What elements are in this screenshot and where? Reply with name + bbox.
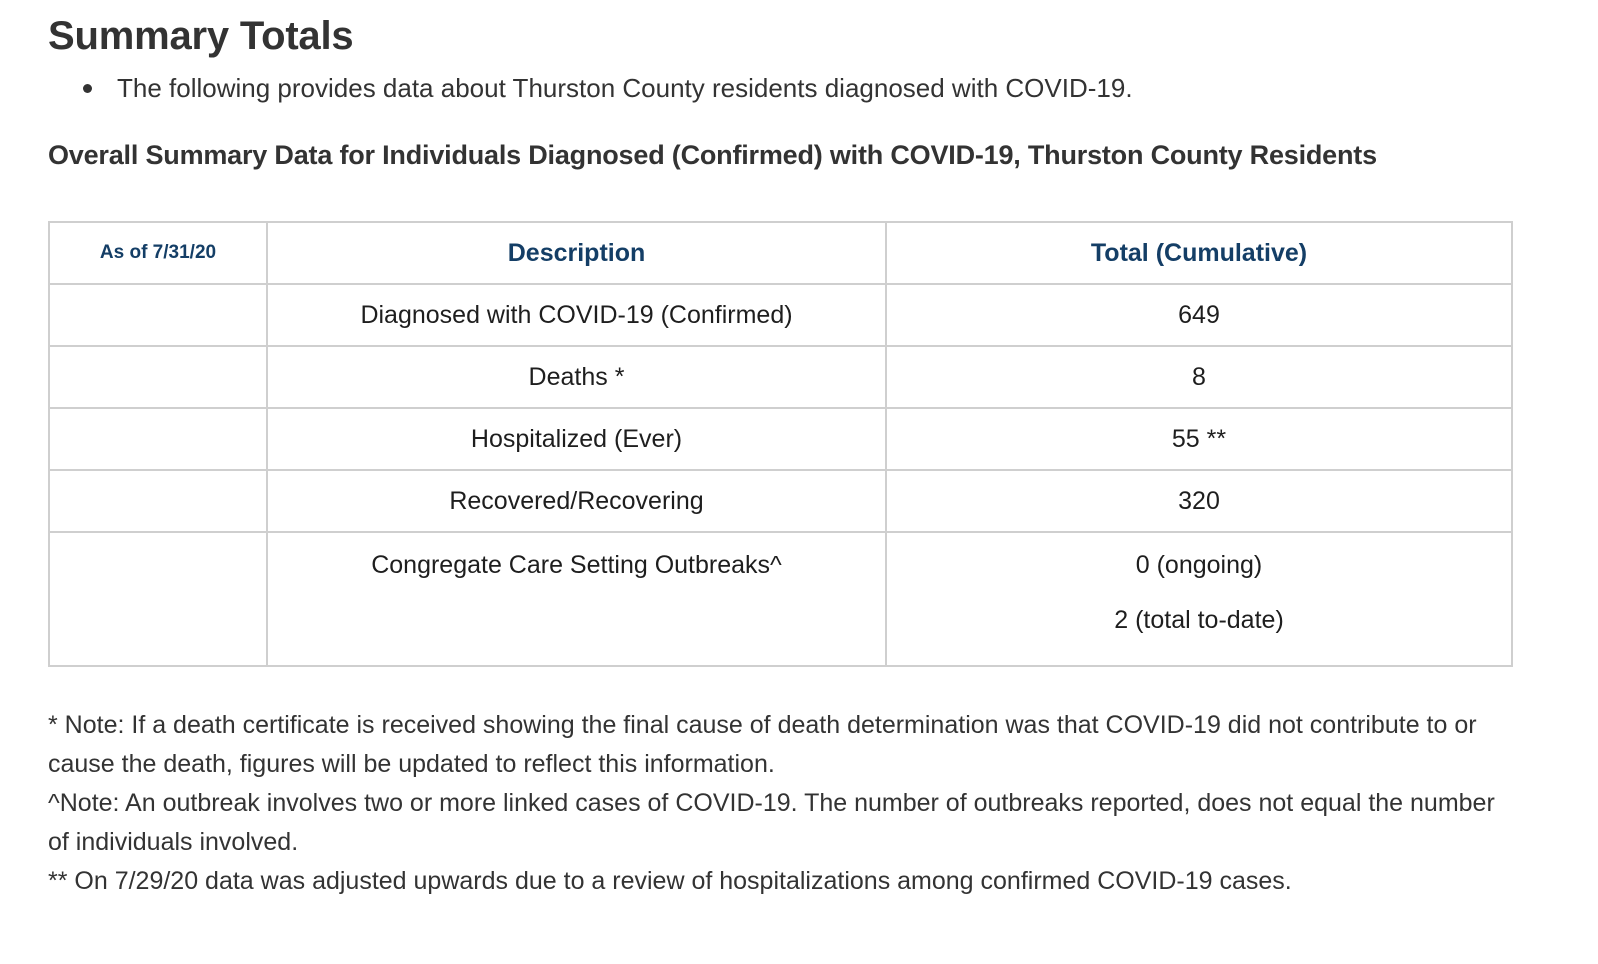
table-row	[49, 532, 1512, 666]
footnotes	[48, 706, 1518, 901]
description-cell: Hospitalized (Ever)	[267, 408, 886, 470]
header-total: Total (Cumulative)	[886, 222, 1512, 284]
total-to-date: 2 (total to-date)	[1114, 606, 1284, 634]
table-row	[49, 470, 1512, 532]
description-cell: Deaths *	[267, 346, 886, 408]
footnote-hospitalizations: ** On 7/29/20 data was adjusted upwards due to a review of hospitalizations among confirmed COVID-19 cases.	[48, 867, 1292, 895]
row-label-cell	[49, 284, 267, 346]
row-label-cell	[49, 532, 267, 666]
table-row	[49, 346, 1512, 408]
total-cell: 649	[886, 284, 1512, 346]
description-cell: Recovered/Recovering	[267, 470, 886, 532]
row-label-cell	[49, 408, 267, 470]
total-cell: 320	[886, 470, 1512, 532]
row-label-cell	[49, 470, 267, 532]
intro-bullet-list	[48, 68, 1133, 108]
bullet-dot-icon	[83, 84, 92, 93]
row-label-cell	[49, 346, 267, 408]
footnote-deaths: * Note: If a death certificate is received showing the final cause of death determination was that COVID-19 did not contribute to or cause the death, figures will be updated to reflect this information.	[48, 711, 1477, 778]
bullet-text: The following provides data about Thurston County residents diagnosed with COVID-19.	[117, 73, 1133, 103]
table-header-row	[49, 222, 1512, 284]
total-ongoing: 0 (ongoing)	[1135, 551, 1263, 579]
footnote-outbreaks: ^Note: An outbreak involves two or more linked cases of COVID-19. The number of outbreaks reported, does not equal the number of individuals involved.	[48, 789, 1495, 856]
description-text: Congregate Care Setting Outbreaks^	[371, 551, 782, 579]
header-description: Description	[267, 222, 886, 284]
table-row	[49, 284, 1512, 346]
page-title: Summary Totals	[48, 14, 354, 58]
table-row	[49, 408, 1512, 470]
total-cell	[886, 532, 1512, 666]
total-cell: 55 **	[886, 408, 1512, 470]
description-cell: Diagnosed with COVID-19 (Confirmed)	[267, 284, 886, 346]
table-title: Overall Summary Data for Individuals Diagnosed (Confirmed) with COVID-19, Thurston County Residents	[48, 140, 1377, 170]
description-cell	[267, 532, 886, 666]
summary-table	[48, 221, 1513, 667]
header-as-of: As of 7/31/20	[49, 222, 267, 284]
total-cell: 8	[886, 346, 1512, 408]
list-item	[48, 68, 1133, 108]
